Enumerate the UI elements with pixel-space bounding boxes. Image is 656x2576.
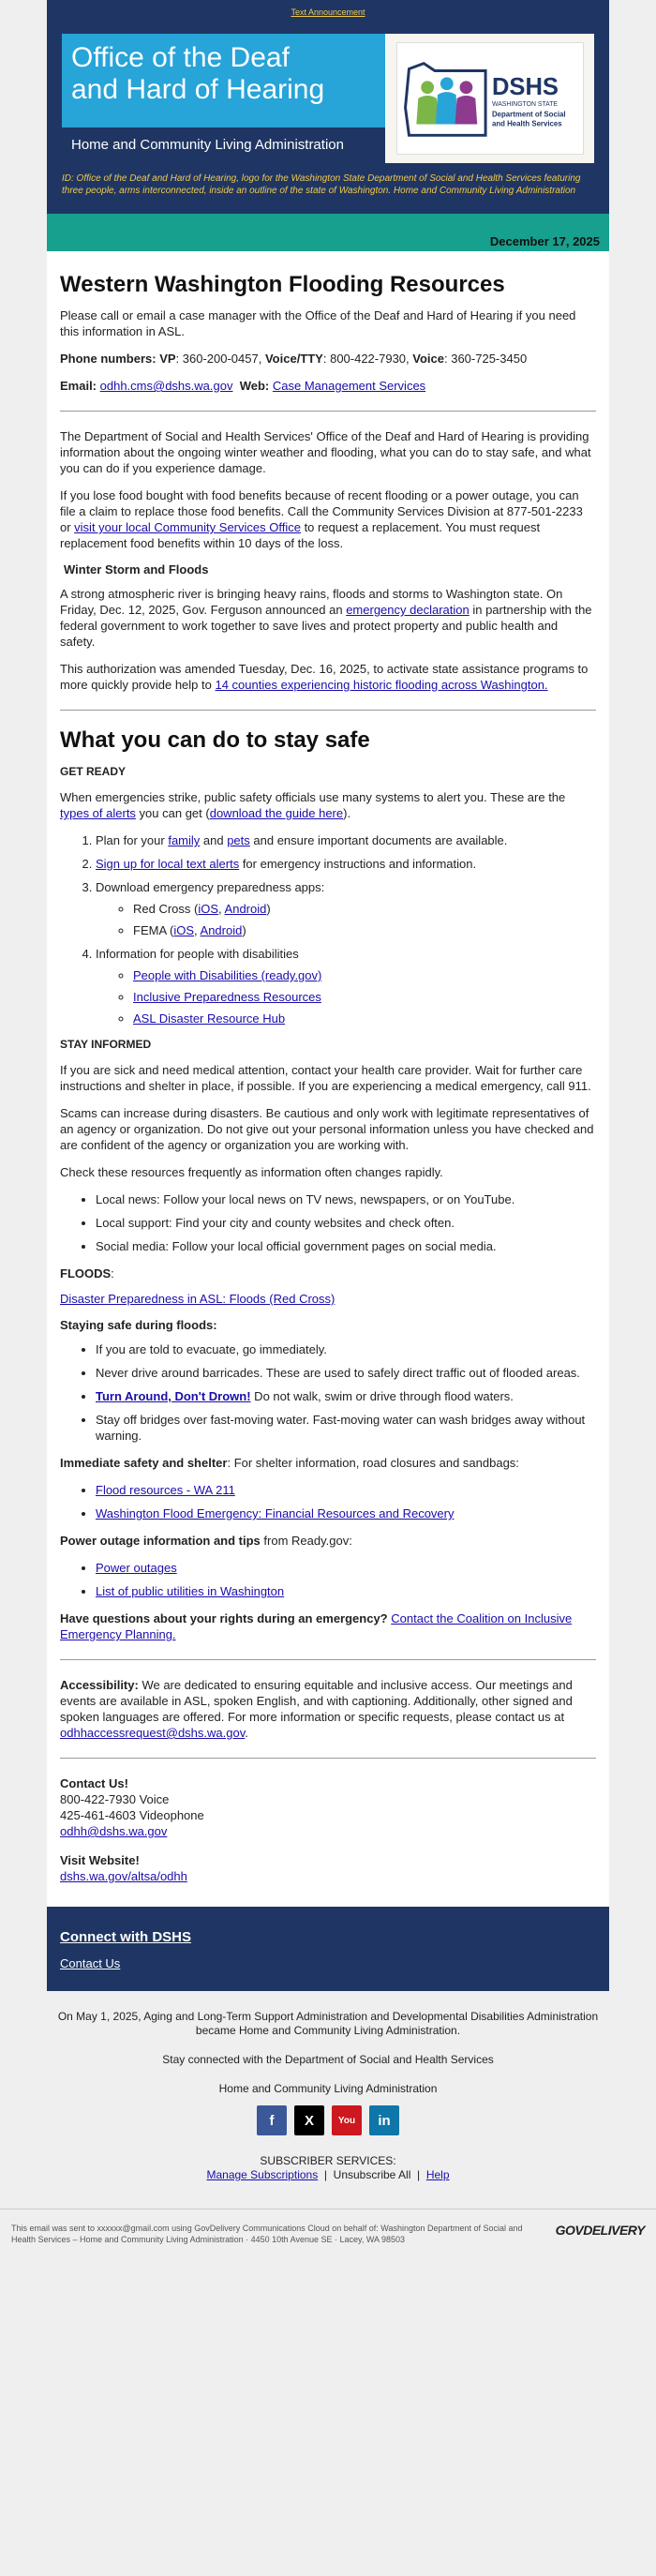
power-text: from Ready.gov: <box>260 1534 352 1548</box>
logo-state: WASHINGTON STATE <box>491 100 558 108</box>
stay-connected: Stay connected with the Department of Social and Health Services <box>162 2053 494 2066</box>
list-item <box>133 967 596 983</box>
connect-bar <box>47 1907 609 1991</box>
contact-us-link[interactable]: Contact Us <box>60 1956 121 1970</box>
section1-title: Western Washington Flooding Resources <box>60 272 505 297</box>
access-request-email-link[interactable]: odhhaccessrequest@dshs.wa.gov <box>60 1726 246 1740</box>
item1-text-b: and <box>200 833 228 847</box>
power-outages-link[interactable]: Power outages <box>96 1561 177 1575</box>
contact-block <box>60 1775 596 1839</box>
stay-informed-heading: STAY INFORMED <box>60 1038 152 1051</box>
floods-label: FLOODS <box>60 1266 112 1281</box>
gr-text-a: When emergencies strike, public safety officials use many systems to alert you. These are the <box>60 790 566 804</box>
list-item <box>133 1011 596 1026</box>
redcross-ios-link[interactable]: iOS <box>198 902 219 916</box>
floods-colon: : <box>111 1266 114 1281</box>
linkedin-icon[interactable]: in <box>369 2105 399 2135</box>
section1-p4 <box>60 661 596 693</box>
website-block <box>60 1852 596 1884</box>
redcross-android-link[interactable]: Android <box>224 902 267 916</box>
power-line <box>60 1533 596 1549</box>
email-link[interactable]: odhh.cms@dshs.wa.gov <box>99 379 233 393</box>
app1-sep: , <box>218 902 225 916</box>
stay-informed-p2: Scams can increase during disasters. Be cautious and only work with legitimate representatives of an agency or organization. Do not give out your personal information unless you have checked and are confident of the agency or organization you are working with. <box>60 1106 594 1152</box>
accessibility-statement <box>60 1677 596 1741</box>
app1-name: Red Cross ( <box>133 902 199 916</box>
contact-voice: 800-422-7930 Voice <box>60 1792 170 1806</box>
website-heading: Visit Website! <box>60 1853 140 1867</box>
person-2-icon <box>440 77 453 90</box>
item1-text-a: Plan for your <box>96 833 169 847</box>
staying-safe-list <box>60 1341 596 1444</box>
unsubscribe-all[interactable]: Unsubscribe All <box>333 2168 411 2181</box>
list-item <box>96 879 596 938</box>
banner-logo-area <box>385 34 594 163</box>
pets-link[interactable]: pets <box>227 833 250 847</box>
list-item <box>96 1583 596 1599</box>
dshs-logo-icon <box>396 42 584 155</box>
web-label: Web: <box>239 379 270 393</box>
banner-title-line2: and Hard of Hearing <box>71 74 325 105</box>
logo-dept-line2: and Health Services <box>491 119 562 128</box>
accessibility-text: We are dedicated to ensuring equitable and inclusive access. Our meetings and events are available in ASL, spoken English, and with captioning. Additionally, other signed and spoken languages are offered. For more information or specific requests, please contact us at <box>60 1678 573 1724</box>
list-item <box>96 1388 596 1404</box>
power-label: Power outage information and tips <box>60 1534 261 1548</box>
gr-text-b: you can get ( <box>135 806 210 820</box>
banner-title-line1: Office of the Deaf <box>71 42 290 73</box>
list-item <box>133 989 596 1005</box>
main-content <box>47 251 609 1907</box>
rights-label: Have questions about your rights during an emergency? <box>60 1611 388 1625</box>
text-announcement <box>62 7 594 17</box>
list-item: • Social media: Follow your local official government pages on social media. <box>96 1238 596 1254</box>
floods-label-line <box>60 1266 596 1281</box>
p3-text-b: in partnership with the federal government to work together to save lives and protect property and public health and safety. <box>60 603 592 649</box>
types-of-alerts-link[interactable]: types of alerts <box>60 806 136 820</box>
list-item: • Never drive around barricades. These are used to safely direct traffic out of flooded areas. <box>96 1365 596 1381</box>
p3-text-a: A strong atmospheric river is bringing heavy rains, floods and storms to Washington state. On Friday, Dec. 12, 2025, Gov. Ferguson announced an <box>60 587 563 617</box>
web-link[interactable]: Case Management Services <box>272 379 426 393</box>
contact-heading: Contact Us! <box>60 1776 128 1790</box>
phone-numbers <box>60 351 596 367</box>
email-web <box>60 378 596 394</box>
voice-number: : 360-725-3450 <box>444 352 528 366</box>
bottom-bar <box>0 2209 656 2258</box>
voice-label: Voice <box>412 352 444 366</box>
manage-subscriptions-link[interactable]: Manage Subscriptions <box>206 2168 319 2181</box>
list-item <box>133 901 596 917</box>
fema-android-link[interactable]: Android <box>200 923 243 937</box>
footer-admin: Home and Community Living Administration <box>218 2082 438 2095</box>
asl-floods-link[interactable]: Disaster Preparedness in ASL: Floods (Red Cross) <box>60 1292 335 1306</box>
list-item: • Local support: Find your city and county websites and check often. <box>96 1215 596 1231</box>
image-description: ID: Office of the Deaf and Hard of Hearing, logo for the Washington State Department of Social and Health Services featuring three people, arms interconnected, inside an outline of the state of Washington. Home and Community Living Administration <box>62 173 581 196</box>
connect-title: Connect with DSHS <box>60 1929 192 1945</box>
section1-p3 <box>60 586 596 650</box>
subscriber-services <box>19 2154 637 2182</box>
list-item: • Stay off bridges over fast-moving water. Fast-moving water can wash bridges away without warning. <box>96 1412 596 1444</box>
banner-left <box>62 34 385 163</box>
stay-informed-p1: If you are sick and need medical attention, contact your health care provider. Wait for further care instructions and shelter in place, if possible. If you are experiencing a medical emergency, call 911. <box>60 1063 591 1093</box>
divider-3 <box>60 1659 596 1660</box>
divider-4 <box>60 1758 596 1759</box>
family-link[interactable]: family <box>168 833 201 847</box>
vp-label: VP <box>159 352 176 366</box>
shelter-line <box>60 1455 596 1471</box>
footer-note: On May 1, 2025, Aging and Long-Term Support Administration and Developmental Disabilities Administration became Home and Community Living Administration. <box>57 2010 599 2037</box>
item3-text: Download emergency preparedness apps: <box>96 880 325 894</box>
tty-label: Voice/TTY <box>264 352 323 366</box>
app2-sep: , <box>194 923 201 937</box>
section2-title: What you can do to stay safe <box>60 727 370 753</box>
text-alerts-link[interactable]: Sign up for local text alerts <box>96 857 240 871</box>
emergency-declaration-link[interactable]: emergency declaration <box>346 603 470 617</box>
contact-video: 425-461-4603 Videophone <box>60 1808 204 1822</box>
storm-heading: Winter Storm and Floods <box>64 562 209 577</box>
app2-name: FEMA ( <box>133 923 174 937</box>
footer-sep-2: | <box>410 2168 426 2181</box>
get-ready-list <box>60 832 596 1026</box>
list-item <box>96 1505 596 1521</box>
logo-dept-line1: Department of Social <box>491 110 566 119</box>
website-link[interactable]: dshs.wa.gov/altsa/odhh <box>60 1869 187 1883</box>
ready-gov-disabilities-link[interactable]: People with Disabilities (ready.gov) <box>133 968 322 982</box>
public-utilities-link[interactable]: List of public utilities in Washington <box>96 1584 285 1598</box>
list-item <box>133 922 596 938</box>
asl-disaster-hub-link[interactable]: ASL Disaster Resource Hub <box>133 1011 286 1026</box>
footer-sep-1: | <box>318 2168 334 2181</box>
apps-list <box>96 901 596 938</box>
counties-link[interactable]: 14 counties experiencing historic flooding across Washington. <box>215 678 548 692</box>
item1-text-c: and ensure important documents are available. <box>249 833 508 847</box>
list-item: • Local news: Follow your local news on TV news, newspapers, or on YouTube. <box>96 1191 596 1207</box>
divider-1 <box>60 411 596 412</box>
get-ready-text <box>60 789 596 821</box>
floods-link-line <box>60 1291 596 1307</box>
email-container <box>47 0 609 1991</box>
shelter-list <box>60 1482 596 1521</box>
shelter-label: Immediate safety and shelter <box>60 1456 228 1470</box>
flood-financial-link[interactable]: Washington Flood Emergency: Financial Resources and Recovery <box>96 1506 455 1520</box>
app2-end: ) <box>242 923 246 937</box>
list-item <box>96 1482 596 1498</box>
item4-text: Information for people with disabilities <box>96 947 299 961</box>
stay-informed-p3: Check these resources frequently as information often changes rapidly. <box>60 1165 443 1179</box>
p4-text-a: This authorization was amended Tuesday, Dec. 16, 2025, to activate state assistance programs to more quickly provide help to <box>60 662 589 692</box>
coalition-link[interactable]: Contact the Coalition on Inclusive Emergency Planning. <box>60 1611 573 1641</box>
banner-title <box>62 34 385 127</box>
footer <box>0 1991 656 2182</box>
community-services-link[interactable]: visit your local Community Services Office <box>74 520 301 534</box>
banner-subtitle: Home and Community Living Administration <box>62 127 385 163</box>
shelter-text: : For shelter information, road closures and sandbags: <box>227 1456 519 1470</box>
turn-around-link[interactable]: Turn Around, Don't Drown! <box>96 1389 251 1403</box>
banner-image <box>62 34 594 163</box>
accessibility-end: . <box>245 1726 248 1740</box>
fema-ios-link[interactable]: iOS <box>173 923 195 937</box>
disabilities-list <box>96 967 596 1026</box>
wa211-link[interactable]: Flood resources - WA 211 <box>96 1483 235 1497</box>
rights-line <box>60 1610 596 1642</box>
x-twitter-icon[interactable]: X <box>294 2105 324 2135</box>
section1-intro: Please call or email a case manager with the Office of the Deaf and Hard of Hearing if you need this information in ASL. <box>60 308 576 338</box>
header <box>47 0 609 214</box>
logo-wordmark: DSHS <box>491 74 559 101</box>
list-item: • If you are told to evacuate, go immediately. <box>96 1341 596 1357</box>
help-link[interactable]: Help <box>425 2168 450 2181</box>
item2-text-b: for emergency instructions and information. <box>239 857 477 871</box>
govdelivery-logo: GOVDELIVERY <box>555 2223 645 2238</box>
date-bar <box>47 214 609 251</box>
p2-text-a: If you lose food bought with food benefits because of recent flooding or a power outage, you can file a claim to replace those food benefits. Call the Community Services Division at 877-501-2233 or <box>60 488 583 534</box>
section1-p2 <box>60 487 596 551</box>
phone-label: Phone numbers: <box>60 352 157 366</box>
tty-number: : 800-422-7930, <box>322 352 410 366</box>
list-item <box>96 1560 596 1576</box>
gr-text-c: ). <box>343 806 351 820</box>
email-label: Email: <box>60 379 97 393</box>
section1-p1: The Department of Social and Health Services' Office of the Deaf and Hard of Hearing is providing information about the ongoing winter weather and flooding, what you can do to stay safe, and what you can do if you experience damage. <box>60 429 591 475</box>
get-ready-heading: GET READY <box>60 765 127 778</box>
p2-text-b: to request a replacement. You must request replacement food benefits within 10 days of the loss. <box>60 520 541 550</box>
subscriber-label: SUBSCRIBER SERVICES: <box>260 2154 396 2167</box>
list-item <box>96 832 596 848</box>
inclusive-preparedness-link[interactable]: Inclusive Preparedness Resources <box>133 990 321 1004</box>
stay-informed-list <box>60 1191 596 1254</box>
social-links <box>19 2105 637 2135</box>
person-1-icon <box>421 81 434 94</box>
list-item <box>96 946 596 1026</box>
issue-date: December 17, 2025 <box>489 234 600 248</box>
person-3-icon <box>459 81 472 94</box>
contact-email-link[interactable]: odhh@dshs.wa.gov <box>60 1824 168 1838</box>
safe3-text: Do not walk, swim or drive through flood waters. <box>250 1389 514 1403</box>
list-item <box>96 856 596 872</box>
vp-number: : 360-200-0457, <box>175 352 262 366</box>
sent-to-text: This email was sent to xxxxxx@gmail.com using GovDelivery Communications Cloud on behalf of: Washington Department of Social and Health Services – Home and Community Living Administration · 4450 10th Avenue SE · Lacey, WA 98503 <box>11 2224 523 2244</box>
youtube-icon[interactable]: You <box>332 2105 362 2135</box>
text-announcement-link[interactable]: Text Announcement <box>291 7 365 17</box>
staying-safe-heading: Staying safe during floods: <box>60 1318 217 1332</box>
app1-end: ) <box>266 902 271 916</box>
facebook-icon[interactable]: f <box>257 2105 287 2135</box>
divider-2 <box>60 710 596 711</box>
power-list <box>60 1560 596 1599</box>
accessibility-label: Accessibility: <box>60 1678 139 1692</box>
download-guide-link[interactable]: download the guide here <box>209 806 344 820</box>
